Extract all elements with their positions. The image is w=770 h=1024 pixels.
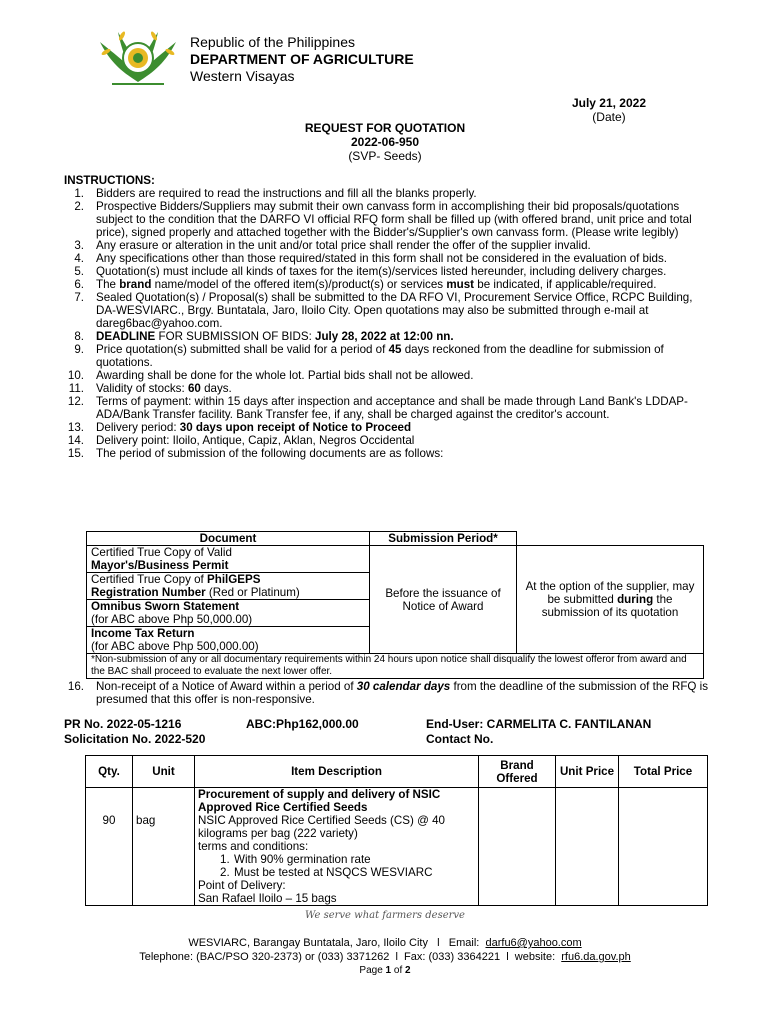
- instruction-16-pre: Non-receipt of a Notice of Award within a period of: [96, 680, 357, 693]
- instruction-text: July 28, 2022 at 12:00 nn.: [315, 330, 454, 343]
- list-item: [64, 395, 714, 421]
- doc-omnibus-title: Omnibus Sworn Statement: [91, 600, 240, 613]
- doc-row-omnibus: [87, 600, 370, 627]
- instruction-number: 6.: [74, 278, 84, 291]
- end-user: End-User: CARMELITA C. FANTILANAN: [426, 717, 652, 731]
- footer-website-link[interactable]: rfu6.da.gov.ph: [561, 951, 631, 963]
- header-brand: Brand Offered: [479, 756, 556, 788]
- item-unit-price-cell[interactable]: [556, 788, 619, 906]
- doc-row-philgeps: [87, 573, 370, 600]
- letterhead: [190, 34, 414, 85]
- footer-address-line: [0, 936, 770, 950]
- instruction-number: 11.: [68, 382, 84, 395]
- term-text: With 90% germination rate: [234, 853, 371, 866]
- list-item: [64, 200, 714, 239]
- list-item: [64, 187, 714, 200]
- instruction-text: Any specifications other than those required/stated in this form shall not be considered in the evaluation of bids.: [96, 252, 668, 265]
- instruction-number: 2.: [74, 200, 84, 213]
- instruction-text: The period of submission of the following documents are as follows:: [96, 447, 444, 460]
- item-description: [195, 788, 479, 906]
- terms-list: [198, 853, 475, 879]
- page-of: of: [391, 965, 406, 976]
- instruction-number: 10.: [67, 369, 84, 382]
- instruction-text: 30 days upon receipt of Notice to Proceed: [179, 421, 412, 434]
- list-item: [64, 278, 714, 291]
- instruction-16-post: from the deadline of the submission of the RFQ is presumed that this offer is non-responsive.: [96, 680, 709, 706]
- instruction-number: 13.: [67, 421, 84, 434]
- term-number: 1.: [220, 853, 230, 866]
- list-item: [64, 239, 714, 252]
- list-item: [220, 866, 475, 879]
- term-number: 2.: [220, 866, 230, 879]
- instruction-number: 14.: [67, 434, 84, 447]
- date-value: July 21, 2022: [571, 96, 646, 110]
- footer-website-label: website:: [514, 951, 556, 963]
- docs-header-period: Submission Period*: [370, 532, 517, 546]
- abc-amount: ABC:Php162,000.00: [246, 717, 359, 731]
- header-qty: Qty.: [86, 756, 133, 788]
- doc-omnibus-note: (for ABC above Php 50,000.00): [91, 613, 253, 626]
- instruction-text: Delivery period:: [96, 421, 180, 434]
- instruction-text: The: [96, 278, 120, 291]
- instruction-text: FOR SUBMISSION OF BIDS:: [155, 330, 316, 343]
- instruction-text: Any erasure or alteration in the unit and/or total price shall render the offer of the supplier invalid.: [96, 239, 591, 252]
- instruction-number: 1.: [74, 187, 84, 200]
- department-of-agriculture-seal-icon: [92, 22, 184, 88]
- instruction-16-bold: 30 calendar days: [356, 680, 451, 693]
- doc-itr-note: (for ABC above Php 500,000.00): [91, 640, 259, 653]
- doc-philgeps-pre: Certified True Copy of: [91, 573, 207, 586]
- list-item: [64, 382, 714, 395]
- instruction-text: Delivery point: Iloilo, Antique, Capiz, Aklan, Negros Occidental: [96, 434, 415, 447]
- instruction-number: 3.: [74, 239, 84, 252]
- item-desc-delivery-label: Point of Delivery:: [198, 879, 286, 892]
- doc-itr-title: Income Tax Return: [91, 627, 195, 640]
- footer-telephone: Telephone: (BAC/PSO 320-2373) or (033) 3371262: [139, 951, 390, 963]
- instructions-list: [64, 187, 714, 460]
- instruction-number: 7.: [74, 291, 84, 304]
- page-number: [0, 964, 770, 977]
- instruction-number: 9.: [74, 343, 84, 356]
- list-item: [64, 265, 714, 278]
- instruction-text: Price quotation(s) submitted shall be valid for a period of: [96, 343, 389, 356]
- instruction-number: 15.: [67, 447, 84, 460]
- instruction-text: Bidders are required to read the instructions and fill all the blanks properly.: [96, 187, 477, 200]
- doc-philgeps-post: (Red or Platinum): [205, 586, 300, 599]
- pr-block-left: [64, 717, 205, 747]
- list-item: [220, 853, 475, 866]
- header-total-price: Total Price: [619, 756, 708, 788]
- footer-separator: l: [395, 951, 398, 963]
- doc-philgeps-bold: PhilGEPS: [207, 573, 261, 586]
- instruction-text: must: [446, 278, 475, 291]
- date-block: [572, 96, 646, 124]
- doc-philgeps-regnum: Registration Number: [91, 586, 206, 599]
- item-desc-spec: NSIC Approved Rice Certified Seeds (CS) @ 40 kilograms per bag (222 variety): [198, 814, 445, 840]
- page-label: Page: [359, 965, 386, 976]
- header-unit: Unit: [133, 756, 195, 788]
- period-option-text-end: the submission of its quotation: [541, 593, 679, 619]
- list-item: [64, 421, 714, 434]
- pr-number: PR No. 2022-05-1216: [64, 717, 182, 731]
- instructions-heading: INSTRUCTIONS:: [64, 174, 155, 187]
- instruction-number: 5.: [74, 265, 84, 278]
- title-sub: (SVP- Seeds): [348, 149, 422, 163]
- date-label: (Date): [592, 110, 626, 124]
- item-desc-title: Procurement of supply and delivery of NSIC Approved Rice Certified Seeds: [198, 788, 441, 814]
- rfq-number: 2022-06-950: [350, 135, 420, 149]
- solicitation-number: Solicitation No. 2022-520: [64, 732, 206, 746]
- instructions: [64, 174, 714, 460]
- page-current: 1: [385, 965, 392, 976]
- instruction-number: 8.: [74, 330, 84, 343]
- list-item: [64, 252, 714, 265]
- items-table: [85, 755, 708, 906]
- doc-row-permit: [87, 546, 370, 573]
- instruction-text: DEADLINE: [96, 330, 156, 343]
- table-row: [86, 788, 708, 906]
- item-desc-delivery: San Rafael Iloilo – 15 bags: [198, 892, 337, 905]
- item-unit: bag: [133, 788, 195, 906]
- doc-permit-line1: Certified True Copy of Valid: [91, 546, 232, 559]
- instruction-number: 12.: [67, 395, 84, 408]
- header-description: Item Description: [195, 756, 479, 788]
- instruction-text: Awarding shall be done for the whole lot. Partial bids shall not be allowed.: [96, 369, 474, 382]
- region-name: Western Visayas: [190, 68, 295, 84]
- instruction-text: brand: [119, 278, 152, 291]
- list-item: [64, 291, 714, 330]
- instruction-text: Terms of payment: within 15 days after inspection and acceptance and shall be made through Land Bank's LDDAP-ADA/Bank Transfer facility. Bank Transfer fee, if any, shall be charged against the creditor's account.: [96, 395, 688, 421]
- motto: We serve what farmers deserve: [305, 910, 465, 921]
- instruction-text: days reckoned from the deadline for submission of quotations.: [96, 343, 664, 369]
- instruction-16: [64, 680, 714, 706]
- docs-footnote: *Non-submission of any or all documentary requirements within 24 hours upon notice shall disqualify the lowest offeror from award and the BAC shall proceed to evaluate the next lower offer.: [87, 654, 704, 679]
- department-name: DEPARTMENT OF AGRICULTURE: [190, 51, 414, 67]
- list-item: [64, 343, 714, 369]
- footer-separator: l: [506, 951, 509, 963]
- item-desc-terms: terms and conditions:: [198, 840, 309, 853]
- footer-fax: Fax: (033) 3364221: [404, 951, 501, 963]
- document-title: [0, 121, 770, 163]
- docs-header-document: Document: [87, 532, 370, 546]
- instruction-text: 60: [187, 382, 201, 395]
- footer-email-link[interactable]: darfu6@yahoo.com: [485, 937, 582, 949]
- list-item: [64, 330, 714, 343]
- instruction-text: days.: [200, 382, 232, 395]
- contact-number: Contact No.: [426, 732, 494, 746]
- period-before-award: Before the issuance of Notice of Award: [370, 546, 517, 654]
- footer-email-label: Email:: [448, 937, 480, 949]
- period-option-text: At the option of the supplier, may be submitted: [525, 580, 695, 606]
- term-text: Must be tested at NSQCS WESVIARC: [234, 866, 433, 879]
- period-option: [517, 546, 704, 654]
- item-total-price-cell[interactable]: [619, 788, 708, 906]
- footer-address: WESVIARC, Barangay Buntatala, Jaro, Iloilo City: [188, 937, 428, 949]
- instruction-16-number: 16.: [67, 680, 84, 693]
- republic-label: Republic of the Philippines: [190, 34, 355, 50]
- list-item: [64, 447, 714, 460]
- list-item: [64, 434, 714, 447]
- item-qty: 90: [86, 788, 133, 906]
- footer-contact-line: [0, 950, 770, 964]
- period-option-bold: during: [617, 593, 654, 606]
- documents-table: [86, 531, 704, 679]
- title-main: REQUEST FOR QUOTATION: [304, 121, 466, 135]
- instruction-number: 4.: [74, 252, 84, 265]
- header-unit-price: Unit Price: [556, 756, 619, 788]
- instruction-text: name/model of the offered item(s)/product(s) or services: [151, 278, 447, 291]
- instruction-text: Prospective Bidders/Suppliers may submit their own canvass form in accomplishing their bid proposals/quotations subject to the condition that the DARFO VI official RFQ form shall be filled up (with offered brand, unit price and total price), signed properly and attached together with the Bidder's/Supplier's own canvass form. (Please write legibly): [96, 200, 692, 239]
- footer-separator: l: [437, 937, 440, 949]
- item-brand-cell[interactable]: [479, 788, 556, 906]
- doc-row-itr: [87, 627, 370, 654]
- instruction-text: 45: [388, 343, 402, 356]
- doc-permit-line2: Mayor's/Business Permit: [91, 559, 229, 572]
- page-total: 2: [405, 965, 411, 976]
- pr-block-right: [426, 717, 651, 747]
- instruction-text: Validity of stocks:: [96, 382, 188, 395]
- instruction-text: Quotation(s) must include all kinds of taxes for the item(s)/services listed hereunder, including delivery charges.: [96, 265, 667, 278]
- instruction-text: be indicated, if applicable/required.: [474, 278, 657, 291]
- instruction-text: Sealed Quotation(s) / Proposal(s) shall be submitted to the DA RFO VI, Procurement Service Office, RCPC Building, DA-WESVIARC., Brgy. Buntatala, Jaro, Iloilo City. Open quotations may also be submitted through e-mail at dareg6bac@yahoo.com.: [96, 291, 693, 330]
- list-item: [64, 369, 714, 382]
